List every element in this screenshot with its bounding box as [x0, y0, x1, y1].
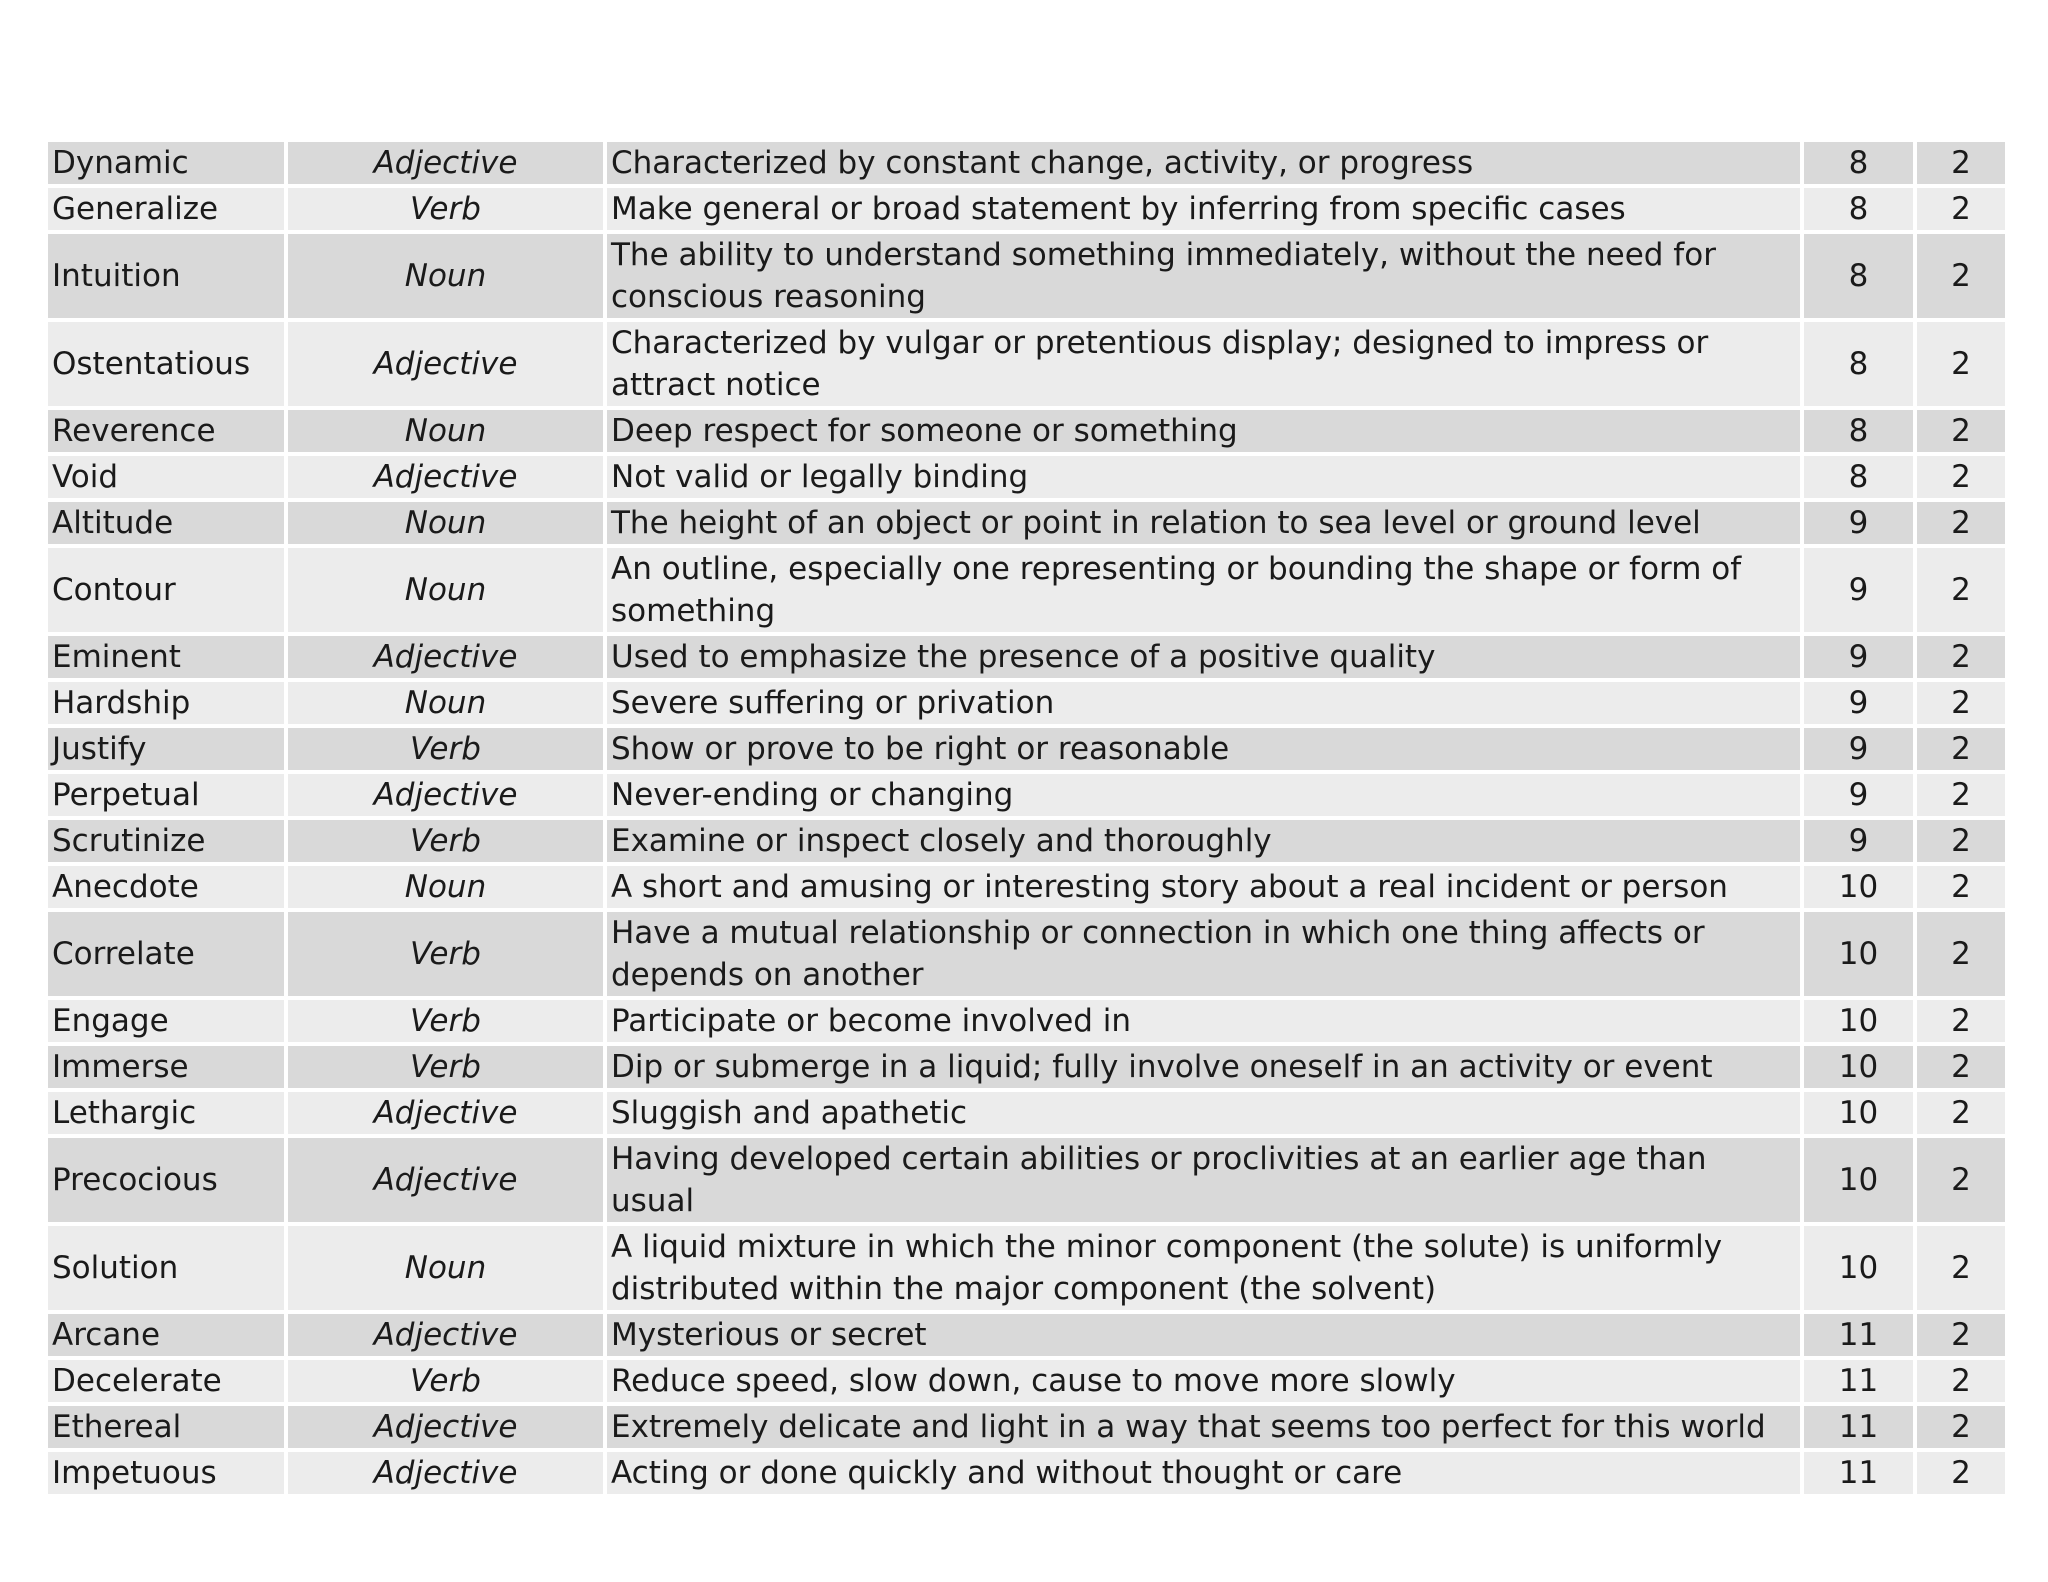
unit-cell: 2 [1917, 322, 2005, 406]
word-cell: Engage [48, 1000, 284, 1042]
level-cell: 11 [1804, 1360, 1913, 1402]
unit-cell: 2 [1917, 866, 2005, 908]
word-cell: Immerse [48, 1046, 284, 1088]
definition-cell: Severe suffering or privation [607, 682, 1800, 724]
table-row [48, 502, 2005, 544]
word-cell: Solution [48, 1226, 284, 1310]
part-of-speech-cell: Noun [288, 234, 603, 318]
definition-cell: Characterized by constant change, activity, or progress [607, 142, 1800, 184]
table-row [48, 188, 2005, 230]
part-of-speech-cell: Adjective [288, 1092, 603, 1134]
word-cell: Contour [48, 548, 284, 632]
word-cell: Perpetual [48, 774, 284, 816]
table-row [48, 1360, 2005, 1402]
part-of-speech-cell: Adjective [288, 1138, 603, 1222]
word-cell: Hardship [48, 682, 284, 724]
word-cell: Ostentatious [48, 322, 284, 406]
level-cell: 8 [1804, 188, 1913, 230]
table-row [48, 410, 2005, 452]
part-of-speech-cell: Adjective [288, 322, 603, 406]
word-cell: Correlate [48, 912, 284, 996]
table-row [48, 728, 2005, 770]
word-cell: Scrutinize [48, 820, 284, 862]
part-of-speech-cell: Adjective [288, 774, 603, 816]
definition-cell: Never-ending or changing [607, 774, 1800, 816]
definition-cell: Mysterious or secret [607, 1314, 1800, 1356]
word-cell: Intuition [48, 234, 284, 318]
vocabulary-table [44, 138, 2009, 1498]
definition-cell: Have a mutual relationship or connection in which one thing affects or depends on another [607, 912, 1800, 996]
vocabulary-sheet [48, 142, 2005, 1494]
part-of-speech-cell: Adjective [288, 1314, 603, 1356]
unit-cell: 2 [1917, 188, 2005, 230]
unit-cell: 2 [1917, 1000, 2005, 1042]
word-cell: Lethargic [48, 1092, 284, 1134]
definition-cell: Show or prove to be right or reasonable [607, 728, 1800, 770]
part-of-speech-cell: Verb [288, 912, 603, 996]
definition-cell: Sluggish and apathetic [607, 1092, 1800, 1134]
unit-cell: 2 [1917, 912, 2005, 996]
unit-cell: 2 [1917, 1046, 2005, 1088]
level-cell: 8 [1804, 142, 1913, 184]
table-row [48, 1000, 2005, 1042]
table-row [48, 1226, 2005, 1310]
level-cell: 8 [1804, 410, 1913, 452]
table-row [48, 682, 2005, 724]
level-cell: 8 [1804, 234, 1913, 318]
table-row [48, 142, 2005, 184]
level-cell: 10 [1804, 1046, 1913, 1088]
unit-cell: 2 [1917, 728, 2005, 770]
part-of-speech-cell: Adjective [288, 636, 603, 678]
level-cell: 9 [1804, 774, 1913, 816]
part-of-speech-cell: Noun [288, 866, 603, 908]
definition-cell: A short and amusing or interesting story about a real incident or person [607, 866, 1800, 908]
part-of-speech-cell: Verb [288, 1046, 603, 1088]
part-of-speech-cell: Noun [288, 410, 603, 452]
level-cell: 8 [1804, 456, 1913, 498]
definition-cell: Reduce speed, slow down, cause to move more slowly [607, 1360, 1800, 1402]
unit-cell: 2 [1917, 1138, 2005, 1222]
unit-cell: 2 [1917, 234, 2005, 318]
definition-cell: Acting or done quickly and without thought or care [607, 1452, 1800, 1494]
table-row [48, 234, 2005, 318]
word-cell: Impetuous [48, 1452, 284, 1494]
level-cell: 11 [1804, 1406, 1913, 1448]
part-of-speech-cell: Verb [288, 728, 603, 770]
level-cell: 9 [1804, 728, 1913, 770]
unit-cell: 2 [1917, 502, 2005, 544]
level-cell: 9 [1804, 502, 1913, 544]
definition-cell: Characterized by vulgar or pretentious display; designed to impress or attract notice [607, 322, 1800, 406]
unit-cell: 2 [1917, 142, 2005, 184]
unit-cell: 2 [1917, 1406, 2005, 1448]
word-cell: Dynamic [48, 142, 284, 184]
table-row [48, 1406, 2005, 1448]
unit-cell: 2 [1917, 820, 2005, 862]
part-of-speech-cell: Verb [288, 1360, 603, 1402]
part-of-speech-cell: Adjective [288, 142, 603, 184]
table-row [48, 456, 2005, 498]
part-of-speech-cell: Noun [288, 548, 603, 632]
level-cell: 10 [1804, 912, 1913, 996]
table-row [48, 866, 2005, 908]
definition-cell: An outline, especially one representing or bounding the shape or form of something [607, 548, 1800, 632]
unit-cell: 2 [1917, 410, 2005, 452]
unit-cell: 2 [1917, 774, 2005, 816]
part-of-speech-cell: Verb [288, 820, 603, 862]
definition-cell: The height of an object or point in relation to sea level or ground level [607, 502, 1800, 544]
level-cell: 10 [1804, 1138, 1913, 1222]
unit-cell: 2 [1917, 1314, 2005, 1356]
part-of-speech-cell: Verb [288, 188, 603, 230]
definition-cell: Participate or become involved in [607, 1000, 1800, 1042]
part-of-speech-cell: Noun [288, 682, 603, 724]
level-cell: 9 [1804, 820, 1913, 862]
unit-cell: 2 [1917, 456, 2005, 498]
unit-cell: 2 [1917, 682, 2005, 724]
word-cell: Anecdote [48, 866, 284, 908]
table-row [48, 1314, 2005, 1356]
table-row [48, 912, 2005, 996]
unit-cell: 2 [1917, 548, 2005, 632]
unit-cell: 2 [1917, 1360, 2005, 1402]
word-cell: Eminent [48, 636, 284, 678]
unit-cell: 2 [1917, 1452, 2005, 1494]
unit-cell: 2 [1917, 1226, 2005, 1310]
word-cell: Justify [48, 728, 284, 770]
level-cell: 8 [1804, 322, 1913, 406]
part-of-speech-cell: Noun [288, 1226, 603, 1310]
word-cell: Generalize [48, 188, 284, 230]
table-row [48, 1092, 2005, 1134]
definition-cell: Used to emphasize the presence of a positive quality [607, 636, 1800, 678]
definition-cell: Not valid or legally binding [607, 456, 1800, 498]
table-row [48, 636, 2005, 678]
part-of-speech-cell: Verb [288, 1000, 603, 1042]
word-cell: Arcane [48, 1314, 284, 1356]
part-of-speech-cell: Adjective [288, 1452, 603, 1494]
word-cell: Ethereal [48, 1406, 284, 1448]
level-cell: 10 [1804, 1226, 1913, 1310]
level-cell: 11 [1804, 1452, 1913, 1494]
table-row [48, 1138, 2005, 1222]
part-of-speech-cell: Adjective [288, 456, 603, 498]
table-row [48, 1046, 2005, 1088]
table-row [48, 774, 2005, 816]
vocabulary-table-body [48, 142, 2005, 1494]
table-row [48, 548, 2005, 632]
definition-cell: The ability to understand something immediately, without the need for conscious reasoning [607, 234, 1800, 318]
table-row [48, 1452, 2005, 1494]
table-row [48, 322, 2005, 406]
word-cell: Reverence [48, 410, 284, 452]
table-row [48, 820, 2005, 862]
word-cell: Void [48, 456, 284, 498]
unit-cell: 2 [1917, 636, 2005, 678]
definition-cell: Dip or submerge in a liquid; fully involve oneself in an activity or event [607, 1046, 1800, 1088]
level-cell: 9 [1804, 548, 1913, 632]
word-cell: Altitude [48, 502, 284, 544]
level-cell: 10 [1804, 1000, 1913, 1042]
part-of-speech-cell: Noun [288, 502, 603, 544]
level-cell: 9 [1804, 636, 1913, 678]
definition-cell: Extremely delicate and light in a way that seems too perfect for this world [607, 1406, 1800, 1448]
unit-cell: 2 [1917, 1092, 2005, 1134]
level-cell: 9 [1804, 682, 1913, 724]
word-cell: Precocious [48, 1138, 284, 1222]
definition-cell: A liquid mixture in which the minor component (the solute) is uniformly distributed within the major component (the solvent) [607, 1226, 1800, 1310]
level-cell: 10 [1804, 1092, 1913, 1134]
definition-cell: Deep respect for someone or something [607, 410, 1800, 452]
level-cell: 10 [1804, 866, 1913, 908]
definition-cell: Having developed certain abilities or proclivities at an earlier age than usual [607, 1138, 1800, 1222]
part-of-speech-cell: Adjective [288, 1406, 603, 1448]
word-cell: Decelerate [48, 1360, 284, 1402]
level-cell: 11 [1804, 1314, 1913, 1356]
definition-cell: Examine or inspect closely and thoroughly [607, 820, 1800, 862]
definition-cell: Make general or broad statement by inferring from specific cases [607, 188, 1800, 230]
